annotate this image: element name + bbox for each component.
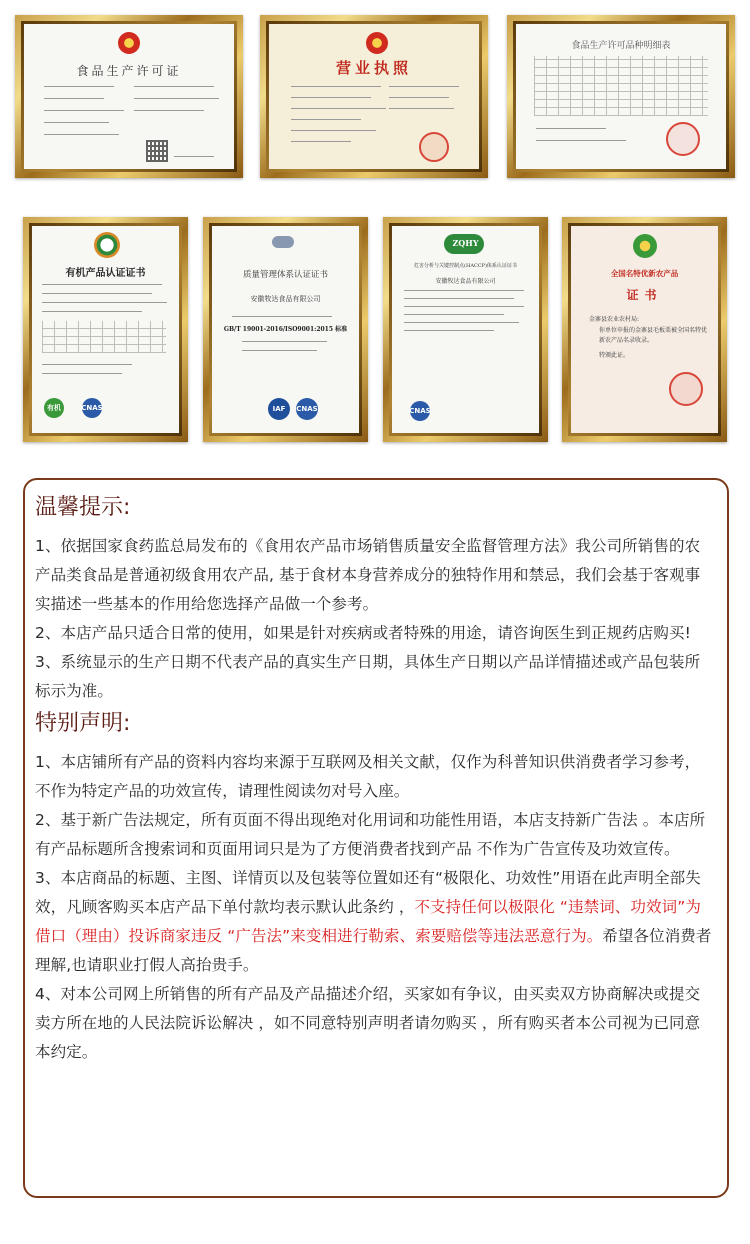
certificate-frame-haccp [383, 217, 548, 442]
certificate-title: 食品生产许可品种明细表 [571, 41, 671, 51]
cnas-badge-icon: CNAS [410, 401, 430, 421]
notice-panel [23, 478, 729, 1198]
certificate-frame-business-license [260, 15, 488, 178]
national-emblem-icon [366, 32, 388, 54]
statement-item-3 [35, 864, 715, 980]
certificate-subtitle: 证书 [626, 288, 663, 302]
warm-tip-item: 1、依据国家食药监总局发布的《食用农产品市场销售质量安全监督管理方法》我公司所销售的农产品类食品是普通初级食用农产品, 基于食材本身营养成分的独特作用和禁忌，我们会基于客观事实描述一些基本的作用给您选择产品做一个参考。 [35, 537, 701, 613]
national-emblem-icon [118, 32, 140, 54]
certificate-title: 有机产品认证证书 [65, 268, 146, 279]
warm-tip-item: 2、本店产品只适合日常的使用，如果是针对疾病或者特殊的用途，请咨询医生到正规药店购买! [35, 624, 691, 642]
certificate-frame-food-production-license [15, 15, 243, 178]
warm-tips-heading: 温馨提示: [35, 495, 131, 520]
qr-code-icon [146, 140, 168, 162]
standard-label: GB/T 19001-2016/ISO9001:2015 标准 [223, 326, 348, 333]
certificate-title: 营业执照 [335, 59, 412, 77]
company-name: 安徽牧达食品有限公司 [435, 278, 496, 285]
special-statement-heading: 特别声明: [35, 711, 131, 736]
certificate-frame-famous-agri-product [562, 217, 727, 442]
organic-product-table [42, 321, 166, 353]
statement-item: 4、对本公司网上所销售的所有产品及产品描述介绍，买家如有争议，由买卖双方协商解决或提交卖方所在地的人民法院诉讼解决 ，如不同意特别声明者请勿购买 ，所有购买者本公司视为已同意本约定。 [35, 985, 701, 1061]
certificate-title: 全国名特优新农产品 [610, 269, 679, 278]
certificate-title: 质量管理体系认证证书 [242, 270, 328, 280]
certificate-title: 危害分析与关键控制点(HACCP)体系认证证书 [414, 263, 517, 269]
certificate-recipient: 金寨县农业农村局: [589, 316, 640, 323]
cnas-badge-icon: CNAS [296, 398, 318, 420]
certificate-frame-food-license-detail [507, 15, 735, 178]
agri-product-logo-icon [633, 234, 657, 258]
organic-logo-icon [94, 232, 120, 258]
statement-item-3-part1: 3、本店商品的标题、主图、详情页以及包装等位置如还有“极限化、功效性”用语在此声明全部失效，凡顾客购买本店产品下单付款均表示默认此条约 ， [35, 869, 701, 916]
statement-item-3-part2: 希望各位消费者理解,也请职业打假人高抬贵手。 [35, 927, 712, 974]
certificate-frame-quality-management [203, 217, 368, 442]
certificate-frame-organic [23, 217, 188, 442]
certifier-logo-icon [272, 236, 294, 248]
company-name: 安徽牧达食品有限公司 [250, 295, 321, 303]
certificate-body: 你单位申报的金寨县毛板栗被全国名特优新农产品名录收录。 [599, 327, 708, 344]
certificate-closing: 特颁此证。 [599, 352, 630, 359]
iaf-badge-icon: IAF [268, 398, 290, 420]
official-seal-icon [666, 122, 700, 156]
gnas-badge-icon: CNAS [82, 398, 102, 418]
license-table [534, 56, 708, 116]
certificate-title: 食品生产许可证 [76, 64, 182, 78]
logo-text: ZQHY [452, 238, 479, 248]
statement-item-3-warning: 不支持任何以极限化 “违禁词、功效词”为借口（理由）投诉商家违反 “广告法”来变相进行勒索、索要赔偿等违法恶意行为。 [35, 898, 701, 945]
warm-tip-item: 3、系统显示的生产日期不代表产品的真实生产日期，具体生产日期以产品详情描述或产品包装所标示为准。 [35, 653, 701, 700]
official-seal-icon [419, 132, 449, 162]
organic-badge-icon: 有机 [44, 398, 64, 418]
official-seal-icon [669, 372, 703, 406]
statement-item: 1、本店铺所有产品的资料内容均来源于互联网及相关文献，仅作为科普知识供消费者学习参考，不作为特定产品的功效宣传，请理性阅读勿对号入座。 [35, 753, 701, 800]
statement-item: 2、基于新广告法规定，所有页面不得出现绝对化用词和功能性用语，本店支持新广告法 。本店所有产品标题所含搜索词和页面用词只是为了方便消费者找到产品 不作为广告宣传及功效宣传。 [35, 811, 706, 858]
